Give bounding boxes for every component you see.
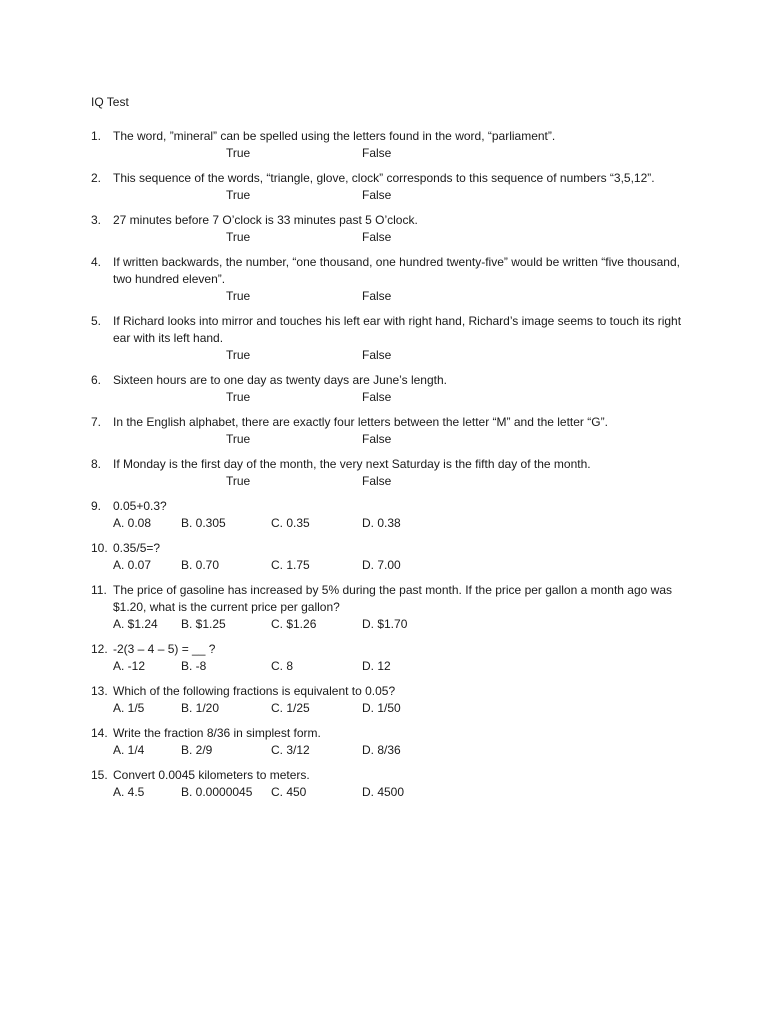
question-text: -2(3 – 4 – 5) = __ ? <box>113 642 216 656</box>
question-number: 1. <box>91 129 102 143</box>
question-number: 9. <box>91 499 102 513</box>
question-number: 7. <box>91 415 102 429</box>
option-b: B. 0.0000045 <box>181 785 253 799</box>
option-a: A. 0.08 <box>113 516 152 530</box>
option-a: A. 1/5 <box>113 701 145 715</box>
option-true: True <box>226 188 251 202</box>
question-2 <box>91 170 691 204</box>
option-a: A. 1/4 <box>113 743 145 757</box>
multiple-choice-options <box>113 616 691 633</box>
question-10 <box>91 540 691 574</box>
question-number: 6. <box>91 373 102 387</box>
question-number: 8. <box>91 457 102 471</box>
option-c: C. 450 <box>271 785 307 799</box>
question-text: Convert 0.0045 kilometers to meters. <box>113 768 310 782</box>
option-b: B. 2/9 <box>181 743 213 757</box>
question-15 <box>91 767 691 801</box>
option-b: B. 1/20 <box>181 701 220 715</box>
question-6 <box>91 372 691 406</box>
multiple-choice-options <box>113 658 691 675</box>
question-8 <box>91 456 691 490</box>
option-true: True <box>226 432 251 446</box>
option-c: C. 8 <box>271 659 294 673</box>
option-true: True <box>226 390 251 404</box>
option-true: True <box>226 146 251 160</box>
option-d: D. 1/50 <box>362 701 401 715</box>
option-d: D. 4500 <box>362 785 405 799</box>
question-7 <box>91 414 691 448</box>
question-number: 5. <box>91 314 102 328</box>
question-text: Write the fraction 8/36 in simplest form. <box>113 726 321 740</box>
true-false-options <box>113 187 691 204</box>
question-number: 12. <box>91 642 108 656</box>
option-c: C. 1/25 <box>271 701 310 715</box>
question-number: 3. <box>91 213 102 227</box>
option-b: B. -8 <box>181 659 207 673</box>
question-list <box>91 128 691 809</box>
multiple-choice-options <box>113 700 691 717</box>
option-true: True <box>226 474 251 488</box>
question-1 <box>91 128 691 162</box>
option-a: A. 0.07 <box>113 558 152 572</box>
question-text: 27 minutes before 7 O’clock is 33 minutes past 5 O’clock. <box>113 213 418 227</box>
question-number: 15. <box>91 768 108 782</box>
option-b: B. 0.70 <box>181 558 220 572</box>
option-false: False <box>362 432 392 446</box>
question-number: 14. <box>91 726 108 740</box>
option-false: False <box>362 474 392 488</box>
question-text: If Monday is the first day of the month, the very next Saturday is the fifth day of the month. <box>113 457 591 471</box>
question-text: 0.05+0.3? <box>113 499 167 513</box>
question-text: If written backwards, the number, “one thousand, one hundred twenty-five” would be written “five thousand, two hundred eleven”. <box>113 255 680 286</box>
true-false-options <box>113 229 691 246</box>
option-false: False <box>362 348 392 362</box>
option-d: D. 0.38 <box>362 516 401 530</box>
question-number: 13. <box>91 684 108 698</box>
question-text: The price of gasoline has increased by 5% during the past month. If the price per gallon a month ago was $1.20, what is the current price per gallon? <box>113 583 672 614</box>
option-false: False <box>362 390 392 404</box>
question-3 <box>91 212 691 246</box>
option-false: False <box>362 289 392 303</box>
option-a: A. 4.5 <box>113 785 145 799</box>
question-11 <box>91 582 691 633</box>
true-false-options <box>113 389 691 406</box>
true-false-options <box>113 473 691 490</box>
question-text: This sequence of the words, “triangle, glove, clock” corresponds to this sequence of numbers “3,5,12”. <box>113 171 655 185</box>
multiple-choice-options <box>113 515 691 532</box>
question-14 <box>91 725 691 759</box>
question-12 <box>91 641 691 675</box>
option-true: True <box>226 230 251 244</box>
option-d: D. 12 <box>362 659 391 673</box>
option-d: D. 8/36 <box>362 743 401 757</box>
option-false: False <box>362 188 392 202</box>
option-a: A. -12 <box>113 659 146 673</box>
option-b: B. $1.25 <box>181 617 226 631</box>
multiple-choice-options <box>113 784 691 801</box>
multiple-choice-options <box>113 557 691 574</box>
option-a: A. $1.24 <box>113 617 158 631</box>
question-5 <box>91 313 691 364</box>
true-false-options <box>113 347 691 364</box>
true-false-options <box>113 431 691 448</box>
multiple-choice-options <box>113 742 691 759</box>
question-number: 11. <box>91 583 107 597</box>
option-false: False <box>362 230 392 244</box>
question-4 <box>91 254 691 305</box>
question-text: The word, ”mineral” can be spelled using the letters found in the word, “parliament”. <box>113 129 556 143</box>
option-c: C. 3/12 <box>271 743 310 757</box>
true-false-options <box>113 145 691 162</box>
true-false-options <box>113 288 691 305</box>
question-number: 10. <box>91 541 108 555</box>
question-text: If Richard looks into mirror and touches his left ear with right hand, Richard’s image seems to touch its right ear with its left hand. <box>113 314 682 345</box>
question-text: Sixteen hours are to one day as twenty days are June’s length. <box>113 373 447 387</box>
question-13 <box>91 683 691 717</box>
option-d: D. 7.00 <box>362 558 401 572</box>
option-c: C. 0.35 <box>271 516 310 530</box>
question-text: 0.35/5=? <box>113 541 161 555</box>
question-number: 2. <box>91 171 102 185</box>
question-9 <box>91 498 691 532</box>
option-c: C. 1.75 <box>271 558 310 572</box>
question-number: 4. <box>91 255 102 269</box>
page-title: IQ Test <box>91 95 129 109</box>
option-c: C. $1.26 <box>271 617 317 631</box>
option-false: False <box>362 146 392 160</box>
option-true: True <box>226 348 251 362</box>
option-b: B. 0.305 <box>181 516 226 530</box>
option-true: True <box>226 289 251 303</box>
option-d: D. $1.70 <box>362 617 408 631</box>
question-text: Which of the following fractions is equivalent to 0.05? <box>113 684 396 698</box>
question-text: In the English alphabet, there are exactly four letters between the letter “M” and the letter “G”. <box>113 415 608 429</box>
